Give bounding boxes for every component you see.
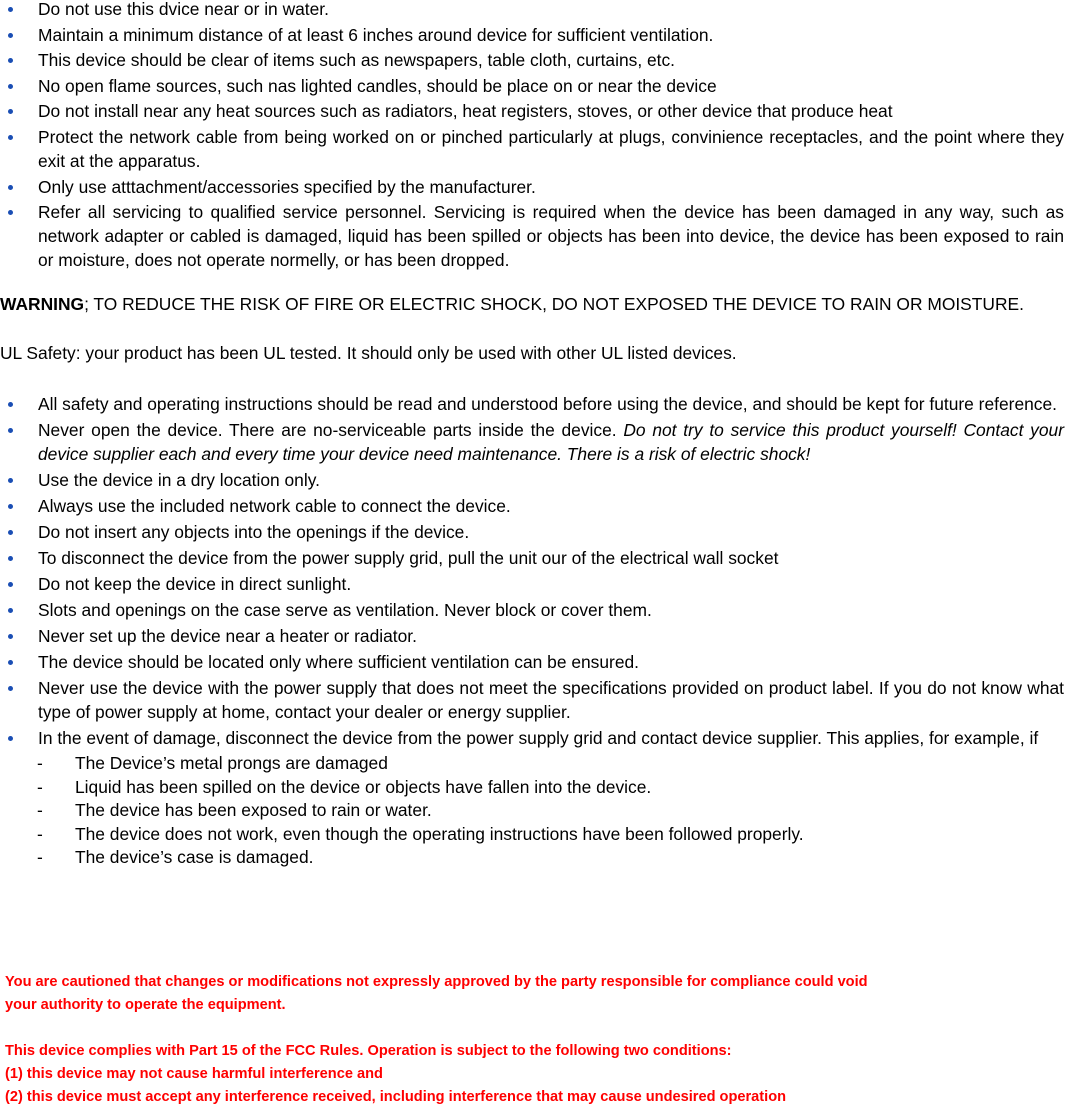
shock-warning-italic: Do not try to service this product yourself! Contact your device supplier each and every time your device need maintenance. There is a risk of electric shock! <box>38 420 1064 464</box>
dash-item: - Liquid has been spilled on the device or objects have fallen into the device. <box>0 776 1067 800</box>
dash-item: - The device has been exposed to rain or water. <box>0 799 1067 823</box>
list-item <box>0 418 1067 466</box>
list-item: Use the device in a dry location only. <box>0 468 1067 492</box>
list-item: Do not use this dvice near or in water. <box>0 0 1067 21</box>
dash-item: - The device’s case is damaged. <box>0 846 1067 870</box>
safety-list-2 <box>0 392 1067 750</box>
list-item: Refer all servicing to qualified service personnel. Servicing is required when the device has been damaged in any way, such as network adapter or cabled is damaged, liquid has been spilled or objects has been into device, the device has been exposed to rain or moisture, does not operate normelly, or has been dropped. <box>0 200 1067 272</box>
list-item: Do not install near any heat sources such as radiators, heat registers, stoves, or other device that produce heat <box>0 99 1067 123</box>
fcc-caution <box>5 971 1065 1017</box>
list-item: This device should be clear of items such as newspapers, table cloth, curtains, etc. <box>0 48 1067 72</box>
fcc-caution-line: You are cautioned that changes or modifications not expressly approved by the party responsible for compliance could void <box>5 974 868 990</box>
fcc-caution-line: your authority to operate the equipment. <box>5 997 286 1013</box>
warning-text: ; TO REDUCE THE RISK OF FIRE OR ELECTRIC SHOCK, DO NOT EXPOSED THE DEVICE TO RAIN OR MOISTURE. <box>84 294 1024 314</box>
list-item: Only use atttachment/accessories specified by the manufacturer. <box>0 175 1067 199</box>
warning-label: WARNING <box>0 294 85 314</box>
list-item: Protect the network cable from being worked on or pinched particularly at plugs, convinience receptacles, and the point where they exit at the apparatus. <box>0 125 1067 173</box>
list-item: In the event of damage, disconnect the device from the power supply grid and contact device supplier. This applies, for example, if <box>0 726 1067 750</box>
list-item: Never set up the device near a heater or radiator. <box>0 624 1067 648</box>
damage-examples-list <box>0 752 1067 870</box>
safety-section-2 <box>0 392 1067 870</box>
ul-safety-note: UL Safety: your product has been UL tested. It should only be used with other UL listed devices. <box>0 343 737 363</box>
list-item: Slots and openings on the case serve as ventilation. Never block or cover them. <box>0 598 1067 622</box>
dash-item: - The Device’s metal prongs are damaged <box>0 752 1067 776</box>
fcc-condition-2: (2) this device must accept any interference received, including interference that may cause undesired operation <box>5 1089 787 1105</box>
fcc-compliance <box>5 1040 1065 1109</box>
dash-item: - The device does not work, even though the operating instructions have been followed properly. <box>0 823 1067 847</box>
safety-list-1 <box>0 0 1067 274</box>
list-item: Do not insert any objects into the openings if the device. <box>0 520 1067 544</box>
list-item: To disconnect the device from the power supply grid, pull the unit our of the electrical wall socket <box>0 546 1067 570</box>
list-item: Never use the device with the power supply that does not meet the specifications provided on product label. If you do not know what type of power supply at home, contact your dealer or energy supplier. <box>0 676 1067 724</box>
list-item-text: Never open the device. There are no-serviceable parts inside the device. <box>38 420 624 440</box>
list-item: Do not keep the device in direct sunlight. <box>0 572 1067 596</box>
list-item: No open flame sources, such nas lighted candles, should be place on or near the device <box>0 74 1067 98</box>
fcc-compliance-statement: This device complies with Part 15 of the FCC Rules. Operation is subject to the following two conditions: <box>5 1043 732 1059</box>
list-item: Maintain a minimum distance of at least 6 inches around device for sufficient ventilation. <box>0 23 1067 47</box>
list-item: Always use the included network cable to connect the device. <box>0 494 1067 518</box>
fcc-condition-1: (1) this device may not cause harmful interference and <box>5 1066 383 1082</box>
list-item: All safety and operating instructions should be read and understood before using the device, and should be kept for future reference. <box>0 392 1067 416</box>
warning-paragraph <box>0 292 1067 316</box>
list-item: The device should be located only where sufficient ventilation can be ensured. <box>0 650 1067 674</box>
